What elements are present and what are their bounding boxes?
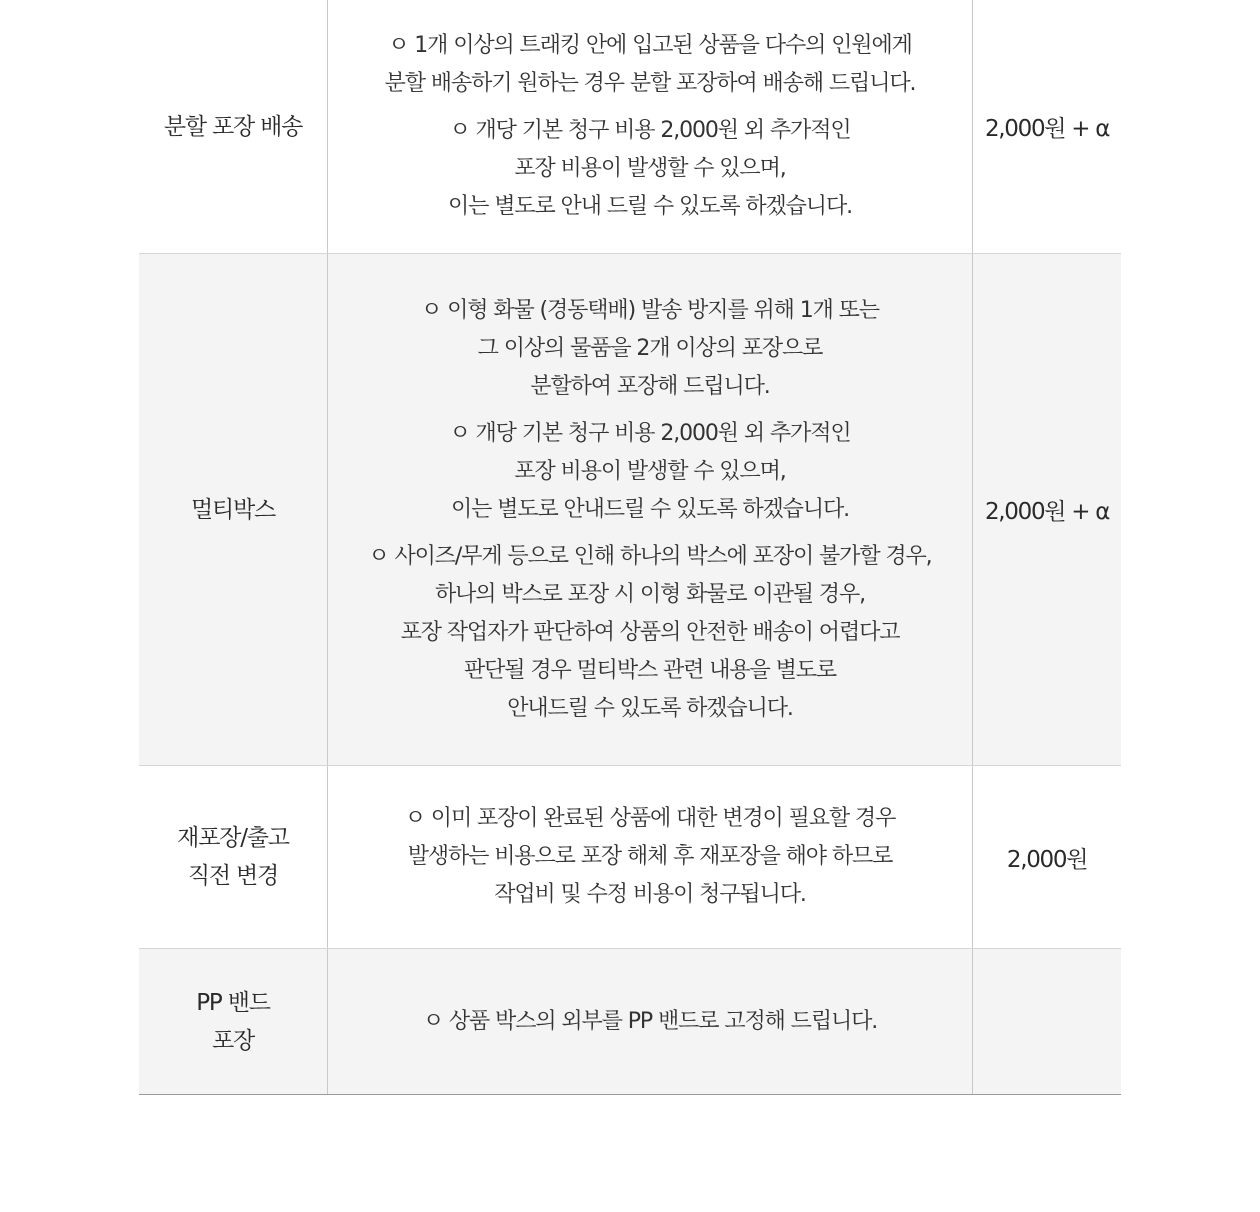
description-line: 분할 배송하기 원하는 경우 분할 포장하여 배송해 드립니다. [384, 71, 916, 96]
service-name-cell [139, 949, 328, 1094]
service-price-cell [973, 254, 1121, 765]
service-price-cell [973, 766, 1121, 948]
description-line: 이는 별도로 안내드릴 수 있도록 하겠습니다. [450, 496, 850, 522]
description-line: 포장 작업자가 판단하여 상품의 안전한 배송이 어렵다고 [400, 619, 900, 645]
service-description-cell [328, 949, 973, 1094]
description-line: ㅇ 이미 포장이 완료된 상품에 대한 변경이 필요할 경우 [404, 806, 896, 831]
description-paragraph [368, 538, 931, 728]
service-price: 2,000원 + α [984, 116, 1110, 142]
service-name: PP 밴드 [196, 989, 270, 1016]
table-row-pp-band [139, 948, 1121, 1094]
table-row-split-packaging [139, 0, 1121, 253]
description-paragraph [421, 292, 879, 406]
description-paragraph [448, 112, 852, 226]
description-paragraph [405, 800, 896, 914]
description-line: ㅇ 사이즈/무게 등으로 인해 하나의 박스에 포장이 불가할 경우, [368, 543, 932, 569]
description-line: 발생하는 비용으로 포장 해체 후 재포장을 해야 하므로 [407, 844, 893, 869]
service-name: 직전 변경 [187, 863, 279, 889]
description-line: 포장 비용이 발생할 수 있으며, [514, 156, 786, 181]
table-row-multibox [139, 253, 1121, 765]
description-paragraph [385, 27, 916, 103]
description-line: 하나의 박스로 포장 시 이형 화물로 이관될 경우, [434, 581, 866, 607]
description-line: 분할하여 포장해 드립니다. [530, 373, 770, 399]
description-line: 안내드릴 수 있도록 하겠습니다. [507, 695, 793, 721]
description-line: ㅇ 개당 기본 청구 비용 2,000원 외 추가적인 [449, 420, 851, 446]
service-name: 멀티박스 [190, 496, 276, 523]
description-line: 이는 별도로 안내 드릴 수 있도록 하겠습니다. [448, 194, 852, 219]
service-name: 포장 [211, 1027, 255, 1054]
description-line: 작업비 및 수정 비용이 청구됩니다. [494, 882, 806, 907]
description-paragraph [423, 1003, 877, 1041]
service-name-cell [139, 0, 328, 253]
description-line: 판단될 경우 멀티박스 관련 내용을 별도로 [463, 657, 837, 683]
service-name: 분할 포장 배송 [163, 113, 303, 140]
description-line: ㅇ 1개 이상의 트래킹 안에 입고된 상품을 다수의 인원에게 [388, 33, 912, 58]
service-price-cell [973, 0, 1121, 253]
service-price: 2,000원 + α [984, 499, 1110, 525]
description-paragraph [449, 415, 850, 529]
description-line: ㅇ 개당 기본 청구 비용 2,000원 외 추가적인 [449, 118, 851, 143]
service-description-cell [328, 0, 973, 253]
table-row-repackaging [139, 765, 1121, 948]
service-name-cell [139, 254, 328, 765]
service-price: 2,000원 [1006, 846, 1088, 873]
service-description-cell [328, 254, 973, 765]
description-line: ㅇ 이형 화물 (경동택배) 발송 방지를 위해 1개 또는 [421, 297, 879, 323]
service-name-cell [139, 766, 328, 948]
service-name: 재포장/출고 [177, 825, 289, 851]
service-description-cell [328, 766, 973, 948]
description-line: 그 이상의 물품을 2개 이상의 포장으로 [477, 335, 823, 361]
packaging-fee-table [139, 0, 1121, 1095]
description-line: ㅇ 상품 박스의 외부를 PP 밴드로 고정해 드립니다. [422, 1008, 878, 1034]
service-price-cell [973, 949, 1121, 1094]
description-line: 포장 비용이 발생할 수 있으며, [514, 458, 786, 484]
